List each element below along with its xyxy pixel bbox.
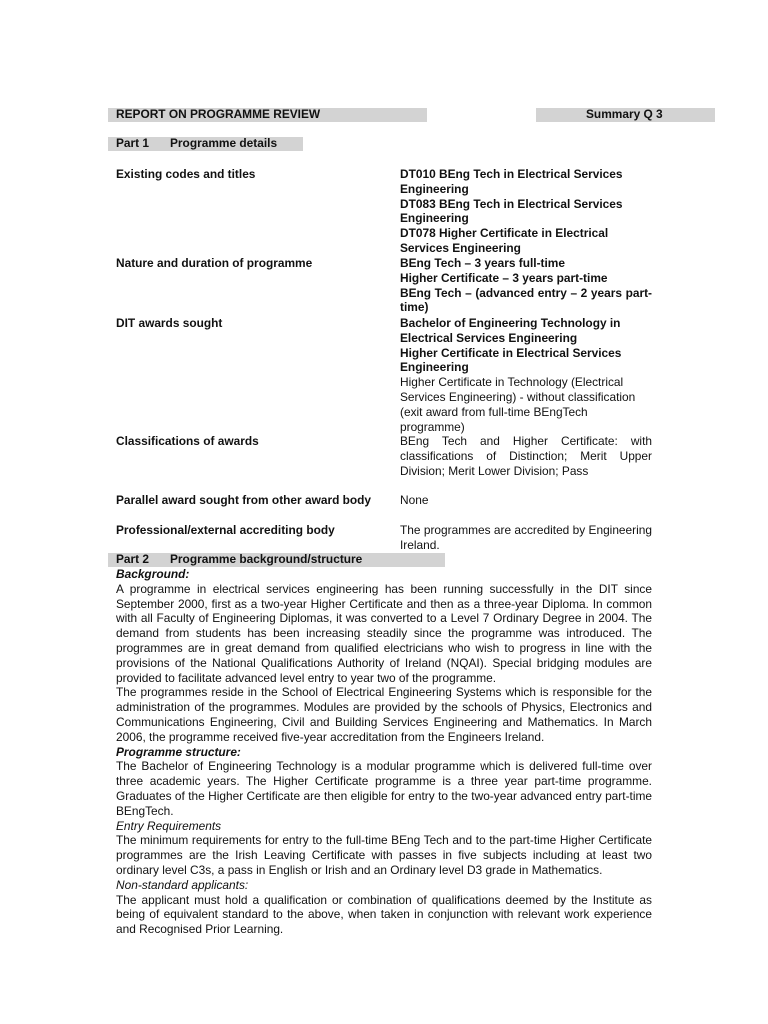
nature-duration-values bbox=[400, 256, 652, 315]
nonstandard-paragraph: The applicant must hold a qualification or combination of qualifications deemed by the Institute as being of equivalent standard to the above, when taken in conjunction with relevant work experience and Recognised Prior Learning. bbox=[116, 892, 652, 937]
nonstandard-heading: Non-standard applicants: bbox=[116, 877, 249, 892]
award-exit-note: Higher Certificate in Technology (Electrical Services Engineering) - without classification (exit award from full-time BEngTech programme) bbox=[400, 375, 636, 434]
awards-sought-values bbox=[400, 316, 652, 434]
report-title: REPORT ON PROGRAMME REVIEW bbox=[116, 107, 321, 121]
awards-sought-label: DIT awards sought bbox=[116, 316, 223, 330]
entry-requirements-heading: Entry Requirements bbox=[116, 818, 222, 833]
part1-number: Part 1 bbox=[116, 136, 150, 150]
accrediting-body-label: Professional/external accrediting body bbox=[116, 523, 335, 537]
code-dt078: DT078 Higher Certificate in Electrical Services Engineering bbox=[400, 226, 609, 255]
existing-codes-values bbox=[400, 167, 652, 256]
code-dt010: DT010 BEng Tech in Electrical Services Engineering bbox=[400, 167, 623, 196]
classifications-label: Classifications of awards bbox=[116, 434, 259, 448]
background-paragraph-2: The programmes reside in the School of Electrical Engineering Systems which is responsible for the administration of the programmes. Modules are provided by the schools of Physics, Electronics and Communications Engineering, Civil and Building Services Engineering and Mathematics. In March 2006, the programme received five-year accreditation from the Engineers Ireland. bbox=[116, 685, 652, 744]
background-paragraph-1: A programme in electrical services engineering has been running successfully in the DIT since September 2000, first as a two-year Higher Certificate and then as a three-year Diploma. In common with all Faculty of Engineering Diplomas, it was converted to a Level 7 Ordinary Degree in 2004. The demand from students has been increasing steadily since the programme was introduced. The programmes are in great demand from qualified electricians who wish to progress in line with the provisions of the National Qualifications Authority of Ireland (NQAI). Special bridging modules are provided to facilitate advanced level entry to year two of the programme. bbox=[116, 581, 652, 685]
accrediting-body-value: The programmes are accredited by Engineering Ireland. bbox=[400, 523, 652, 552]
duration-advanced-entry: BEng Tech – (advanced entry – 2 years part-time) bbox=[400, 285, 652, 315]
classifications-value: BEng Tech and Higher Certificate: with classifications of Distinction; Merit Upper Division; Merit Lower Division; Pass bbox=[400, 434, 652, 478]
part2-body bbox=[116, 567, 652, 937]
part2-title: Programme background/structure bbox=[170, 552, 363, 566]
existing-codes-label: Existing codes and titles bbox=[116, 167, 256, 181]
part2-number: Part 2 bbox=[116, 552, 150, 566]
part1-title: Programme details bbox=[170, 136, 278, 150]
code-dt083: DT083 BEng Tech in Electrical Services Engineering bbox=[400, 196, 623, 226]
structure-paragraph: The Bachelor of Engineering Technology is a modular programme which is delivered full-time over three academic years. The Higher Certificate programme is a three year part-time programme. Graduates of the Higher Certificate are then eligible for entry to the two-year advanced entry part-time BEngTech. bbox=[116, 759, 652, 818]
duration-fulltime: BEng Tech – 3 years full-time bbox=[400, 256, 565, 270]
nature-duration-label: Nature and duration of programme bbox=[116, 256, 313, 270]
parallel-award-value: None bbox=[400, 493, 429, 507]
award-bachelor: Bachelor of Engineering Technology in Electrical Services Engineering bbox=[400, 316, 621, 345]
summary-label: Summary Q 3 bbox=[586, 107, 663, 121]
background-heading: Background: bbox=[116, 567, 190, 581]
structure-heading: Programme structure: bbox=[116, 744, 241, 759]
parallel-award-label: Parallel award sought from other award body bbox=[116, 493, 372, 507]
award-higher-cert: Higher Certificate in Electrical Services Engineering bbox=[400, 345, 622, 375]
entry-requirements-paragraph: The minimum requirements for entry to the full-time BEng Tech and to the part-time Higher Certificate programmes are the Irish Leaving Certificate with passes in five subjects including at least two ordinary level C3s, a pass in English or Irish and an Ordinary level D3 grade in Mathematics. bbox=[116, 833, 652, 877]
duration-higher-cert: Higher Certificate – 3 years part-time bbox=[400, 270, 608, 285]
